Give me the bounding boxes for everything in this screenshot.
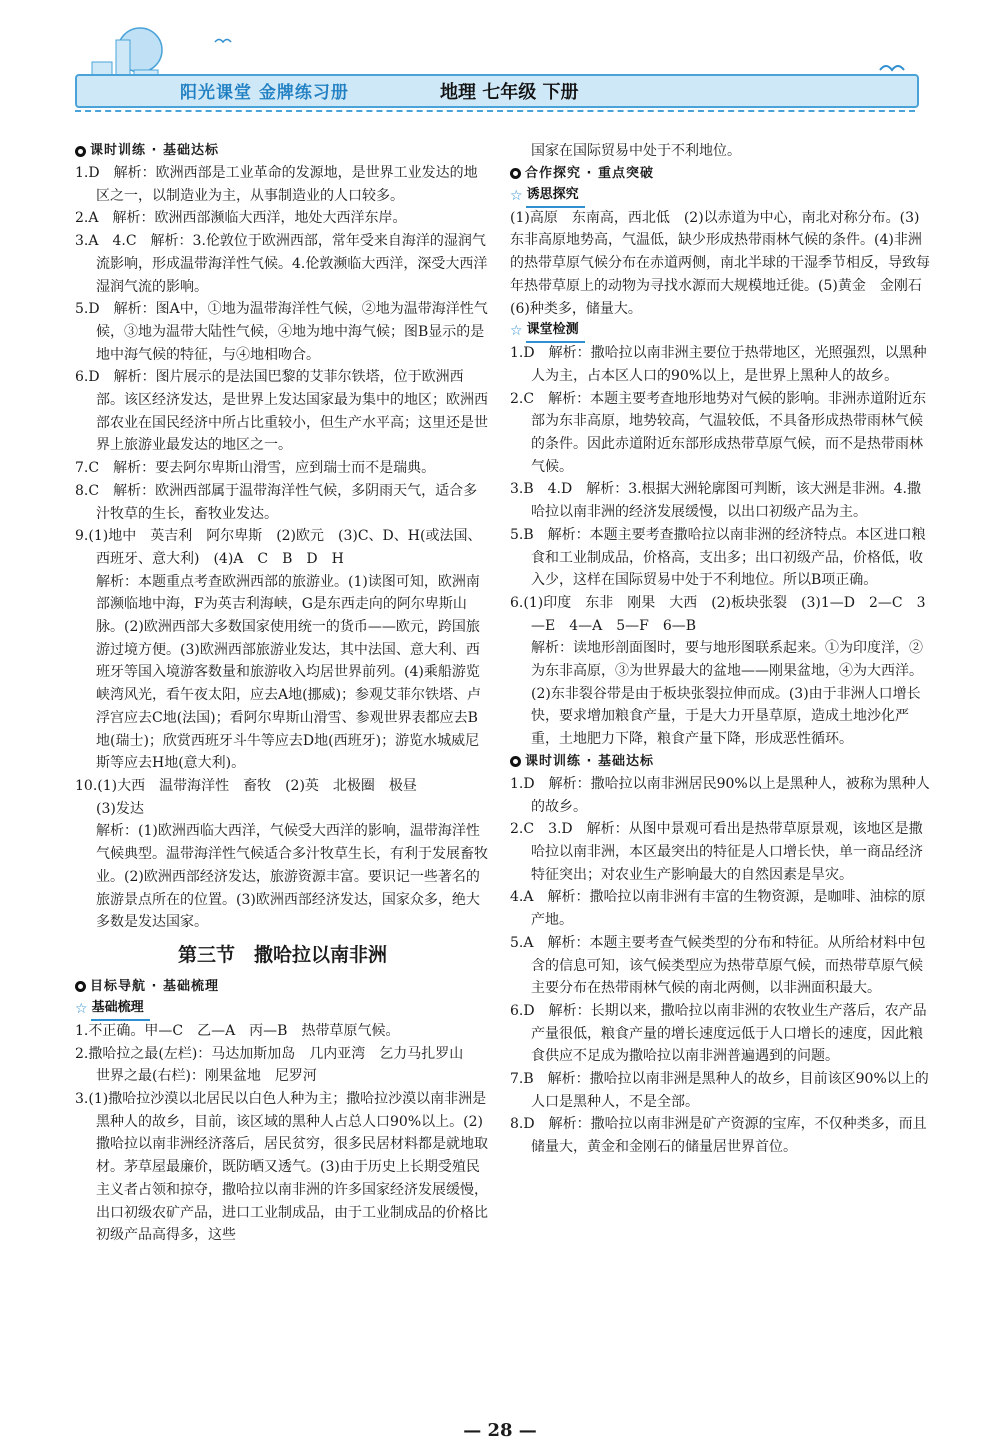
subsection-heading: ☆ 诱思探究 — [510, 185, 930, 207]
subsection-heading: ☆ 课堂检测 — [510, 320, 930, 342]
answer-item: 8.C 解析：欧洲西部属于温带海洋性气候，多阴雨天气，适合多汁牧草的生长，畜牧业发达。 — [75, 482, 478, 522]
answer-item: 9.(1)地中 英吉利 阿尔卑斯 (2)欧元 (3)C、D、H(或法国、西班牙、意大利) (4)A C B D H — [75, 528, 482, 567]
answer-item: 2.C 3.D 解析：从图中景观可看出是热带草原景观，该地区是撒哈拉以南非洲，本区最突出的特征是人口增长快，单一商品经济特征突出；对农业生产影响最大的自然因素是旱灾。 — [510, 821, 923, 883]
answer-item: 1.不正确。甲—C 乙—A 丙—B 热带草原气候。 — [75, 1022, 400, 1039]
answer-item-continuation: (3)发达 — [96, 800, 144, 817]
answer-analysis: 解析：读地形剖面图时，要与地形图联系起来。①为印度洋，②为东非高原，③为世界最大的盆地——刚果盆地，④为大西洋。(2)东非裂谷带是由于板块张裂拉伸而成。(3)由于非洲人口增长快，要求增加粮食产量，于是大力开垦草原，造成土地沙化严重，土地肥力下降，粮食产量下降，形成恶性循环。 — [531, 640, 923, 748]
answer-item: 5.A 解析：本题主要考查气候类型的分布和特征。从所给材料中包含的信息可知，该气候类型应为热带草原气候，而热带草原气候主要分布在热带雨林气候的南北两侧，以非洲面积最大。 — [510, 934, 926, 997]
answer-item: 1.D 解析：撒哈拉以南非洲主要位于热带地区，光照强烈，以黑种人为主，占本区人口的90%以上，是世界上黑种人的故乡。 — [510, 345, 927, 384]
answer-item: 2.C 解析：本题主要考查地形地势对气候的影响。非洲赤道附近东部为东非高原，地势较高，气温较低，不具备形成热带雨林气候的条件。因此赤道附近东部形成热带草原气候，而不是热带雨林气候。 — [510, 390, 927, 475]
star-icon: ☆ — [75, 1000, 88, 1017]
answer-item: 1.D 解析：撒哈拉以南非洲居民90%以上是黑种人，被称为黑种人的故乡。 — [510, 775, 930, 815]
page-header — [0, 0, 1000, 132]
answer-item: 3.A 4.C 解析：3.伦敦位于欧洲西部，常年受来自海洋的湿润气流影响，形成温带海洋性气候。4.伦敦濒临大西洋，深受大西洋湿润气流的影响。 — [75, 233, 488, 295]
section-bullet-icon — [75, 981, 86, 992]
section-bullet-icon — [75, 146, 86, 157]
section-heading: 合作探究 · 重点突破 — [510, 163, 930, 185]
answer-item: 1.D 解析：欧洲西部是工业革命的发源地，是世界工业发达的地区之一，以制造业为主，从事制造业的人口较多。 — [75, 165, 478, 204]
answer-item: 5.B 解析：本题主要考查撒哈拉以南非洲的经济特点。本区进口粮食和工业制成品，价格高，支出多；出口初级产品，价格低，收入少，这样在国际贸易中处于不利地位。所以B项正确。 — [510, 526, 926, 589]
answer-item-continuation: 国家在国际贸易中处于不利地位。 — [531, 143, 741, 159]
answer-item: 8.D 解析：撒哈拉以南非洲是矿产资源的宝库，不仅种类多，而且储量大，黄金和金刚石的储量居世界首位。 — [510, 1116, 927, 1156]
answer-item: 6.D 解析：长期以来，撒哈拉以南非洲的农牧业生产落后，农产品产量很低，粮食产量的增长速度远低于人口增长的速度，因此粮食供应不足成为撒哈拉以南非洲普遍遇到的问题。 — [510, 1002, 927, 1065]
book-brand: 阳光课堂 金牌练习册 — [180, 83, 349, 103]
answer-item-continuation: 世界之最(右栏)：刚果盆地 尼罗河 — [96, 1068, 317, 1085]
book-subject: 地理 七年级 下册 — [440, 82, 579, 103]
section-heading: 目标导航 · 基础梳理 — [75, 976, 490, 998]
answer-analysis: 解析：本题重点考查欧洲西部的旅游业。(1)读图可知，欧洲南部濒临地中海，F为英吉利海峡，G是东西走向的阿尔卑斯山脉。(2)欧洲西部大多数国家使用统一的货币——欧元，跨国旅游过境方便。(3)欧洲西部旅游业发达，其中法国、意大利、西班牙等国入境游客数量和旅游收入均居世界前列。(4)乘船游览峡湾风光，看午夜太阳，应去A地(挪威)；参观艾菲尔铁塔、卢浮宫应去C地(法国)；看阿尔卑斯山滑雪、参观世界表都应去B地(瑞士)；欣赏西班牙斗牛等应去D地(西班牙)；游览水城威尼斯等应去H地(意大利)。 — [96, 573, 482, 772]
star-icon: ☆ — [510, 323, 523, 340]
section-bullet-icon — [510, 168, 521, 179]
answer-item: 6.(1)印度 东非 刚果 大西 (2)板块张裂 (3)1—D 2—C 3—E 4—A 5—F 6—B — [510, 594, 926, 634]
right-column — [510, 140, 936, 1159]
answer-analysis: 解析：(1)欧洲西临大西洋，气候受大西洋的影响，温带海洋性气候典型。温带海洋性气候适合多汁牧草生长，有利于发展畜牧业。(2)欧洲西部经济发达，旅游资源丰富。要识记一些著名的旅游景点所在的位置。(3)欧洲西部经济发达，国家众多，绝大多数是发达国家。 — [96, 823, 488, 931]
answer-item: 3.B 4.D 解析：3.根据大洲轮廓图可判断，该大洲是非洲。4.撒哈拉以南非洲的经济发展缓慢，以出口初级产品为主。 — [510, 481, 921, 521]
subsection-heading: ☆ 基础梳理 — [75, 998, 490, 1020]
answer-item: 7.B 解析：撒哈拉以南非洲是黑种人的故乡，目前该区90%以上的人口是黑种人，不是全部。 — [510, 1071, 929, 1110]
section-title: 第三节 撒哈拉以南非洲 — [177, 943, 387, 966]
header-divider — [75, 110, 915, 112]
header-illustration — [0, 0, 1000, 132]
page-number: — 28 — — [463, 1420, 537, 1441]
star-icon: ☆ — [510, 187, 523, 204]
explore-answers: (1)高原 东南高，西北低 (2)以赤道为中心，南北对称分布。(3)东非高原地势高，气温低，缺少形成热带雨林气候的条件。(4)非洲的热带草原气候分布在赤道两侧，南北半球的干湿季节相反，导致每年热带草原上的动物为寻找水源而大规模地迁徙。(5)黄金 金刚石 (6)种类多，储量大。 — [510, 209, 936, 317]
section-bullet-icon — [510, 756, 521, 767]
left-column — [75, 140, 490, 1247]
answer-item: 5.D 解析：图A中，①地为温带海洋性气候，②地为温带海洋性气候，③地为温带大陆性气候，④地为地中海气候；图B显示的是地中海气候的特征，与④地相吻合。 — [75, 301, 488, 363]
answer-item: 7.C 解析：要去阿尔卑斯山滑雪，应到瑞士而不是瑞典。 — [75, 460, 436, 477]
section-heading: 课时训练 · 基础达标 — [510, 751, 930, 773]
answer-item: 6.D 解析：图片展示的是法国巴黎的艾菲尔铁塔，位于欧洲西部。该区经济发达，是世界上发达国家最为集中的地区；欧洲西部农业在国民经济中所占比重较小，但生产水平高；这里还是世界上旅游业最发达的地区之一。 — [75, 369, 488, 454]
answer-item: 3.(1)撒哈拉沙漠以北居民以白色人种为主；撒哈拉沙漠以南非洲是黑种人的故乡，目前，该区域的黑种人占总人口90%以上。(2)撒哈拉以南非洲经济落后，居民贫穷，很多民居材料都是就地取材。茅草屋最廉价，既防晒又透气。(3)由于历史上长期受殖民主义者占领和掠夺，撒哈拉以南非洲的许多国家经济发展缓慢，出口初级农矿产品，进口工业制成品，由于工业制成品的价格比初级产品高得多，这些 — [75, 1091, 488, 1244]
section-heading: 课时训练 · 基础达标 — [75, 140, 490, 162]
answer-item: 10.(1)大西 温带海洋性 畜牧 (2)英 北极圈 极昼 — [75, 777, 417, 794]
answer-item: 2.撒哈拉之最(左栏)：马达加斯加岛 几内亚湾 乞力马扎罗山 — [75, 1045, 464, 1062]
answer-item: 4.A 解析：撒哈拉以南非洲有丰富的生物资源，是咖啡、油棕的原产地。 — [510, 889, 926, 929]
answer-item: 2.A 解析：欧洲西部濒临大西洋，地处大西洋东岸。 — [75, 210, 407, 227]
